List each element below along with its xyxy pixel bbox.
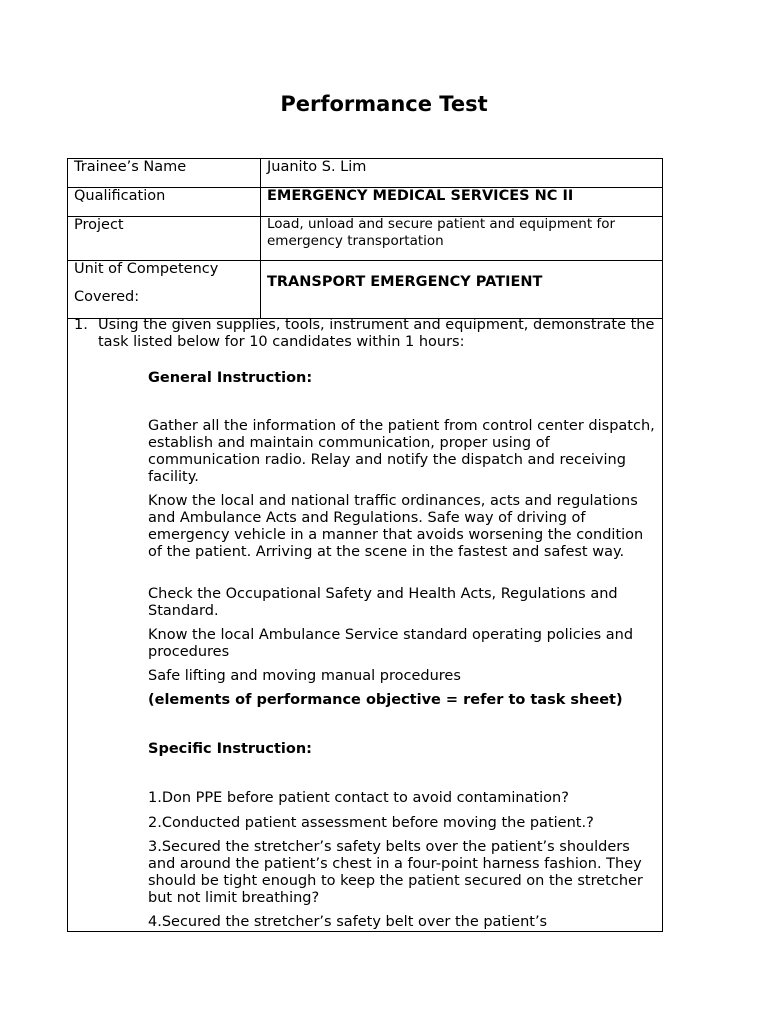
general-item: Safe lifting and moving manual procedures	[148, 668, 461, 684]
page-title: Performance Test	[280, 92, 488, 116]
project-label: Project	[74, 217, 124, 233]
performance-objective-note: (elements of performance objective = refer to task sheet)	[148, 692, 623, 708]
specific-item: 3.Secured the stretcher’s safety belts over the patient’s shoulders and around the patient’s chest in a four-point harness fashion. They should be tight enough to keep the patient secured on the stretcher but not limit breathing?	[148, 839, 643, 906]
trainee-name-label: Trainee’s Name	[74, 159, 187, 175]
unit-of-competency-row	[68, 261, 662, 319]
qualification-row	[68, 188, 662, 217]
qualification-value: EMERGENCY MEDICAL SERVICES NC II	[267, 188, 574, 204]
task-number: 1.	[74, 317, 88, 333]
specific-item: 4.Secured the stretcher’s safety belt over the patient’s	[148, 914, 548, 930]
trainee-name-row	[68, 159, 662, 188]
general-item: Check the Occupational Safety and Health Acts, Regulations and Standard.	[148, 586, 618, 619]
unit-of-competency-value: TRANSPORT EMERGENCY PATIENT	[267, 274, 543, 290]
general-item: Know the local Ambulance Service standard operating policies and procedures	[148, 627, 634, 660]
general-item: Know the local and national traffic ordinances, acts and regulations and Ambulance Acts and Regulations. Safe way of driving of emergency vehicle in a manner that avoids worsening the condition of the patient. Arriving at the scene in the fastest and safest way.	[148, 493, 644, 560]
task-instruction	[74, 317, 656, 351]
unit-label-line2: Covered:	[74, 289, 140, 305]
project-row	[68, 217, 662, 261]
general-item: Gather all the information of the patient from control center dispatch, establish and maintain communication, proper using of communication radio. Relay and notify the dispatch and receiving facility.	[148, 418, 655, 485]
qualification-label: Qualification	[74, 188, 166, 204]
specific-item: 1.Don PPE before patient contact to avoid contamination?	[148, 790, 569, 806]
performance-test-form	[67, 158, 663, 932]
task-text: Using the given supplies, tools, instrument and equipment, demonstrate the task listed below for 10 candidates within 1 hours:	[98, 317, 655, 350]
specific-instruction-heading: Specific Instruction:	[148, 741, 312, 757]
specific-item: 2.Conducted patient assessment before moving the patient.?	[148, 815, 594, 831]
trainee-name-value: Juanito S. Lim	[267, 159, 367, 175]
general-instruction-heading: General Instruction:	[148, 370, 313, 386]
unit-label-line1: Unit of Competency	[74, 261, 219, 277]
unit-of-competency-label	[74, 261, 218, 306]
project-value: Load, unload and secure patient and equipment for emergency transportation	[267, 216, 616, 249]
